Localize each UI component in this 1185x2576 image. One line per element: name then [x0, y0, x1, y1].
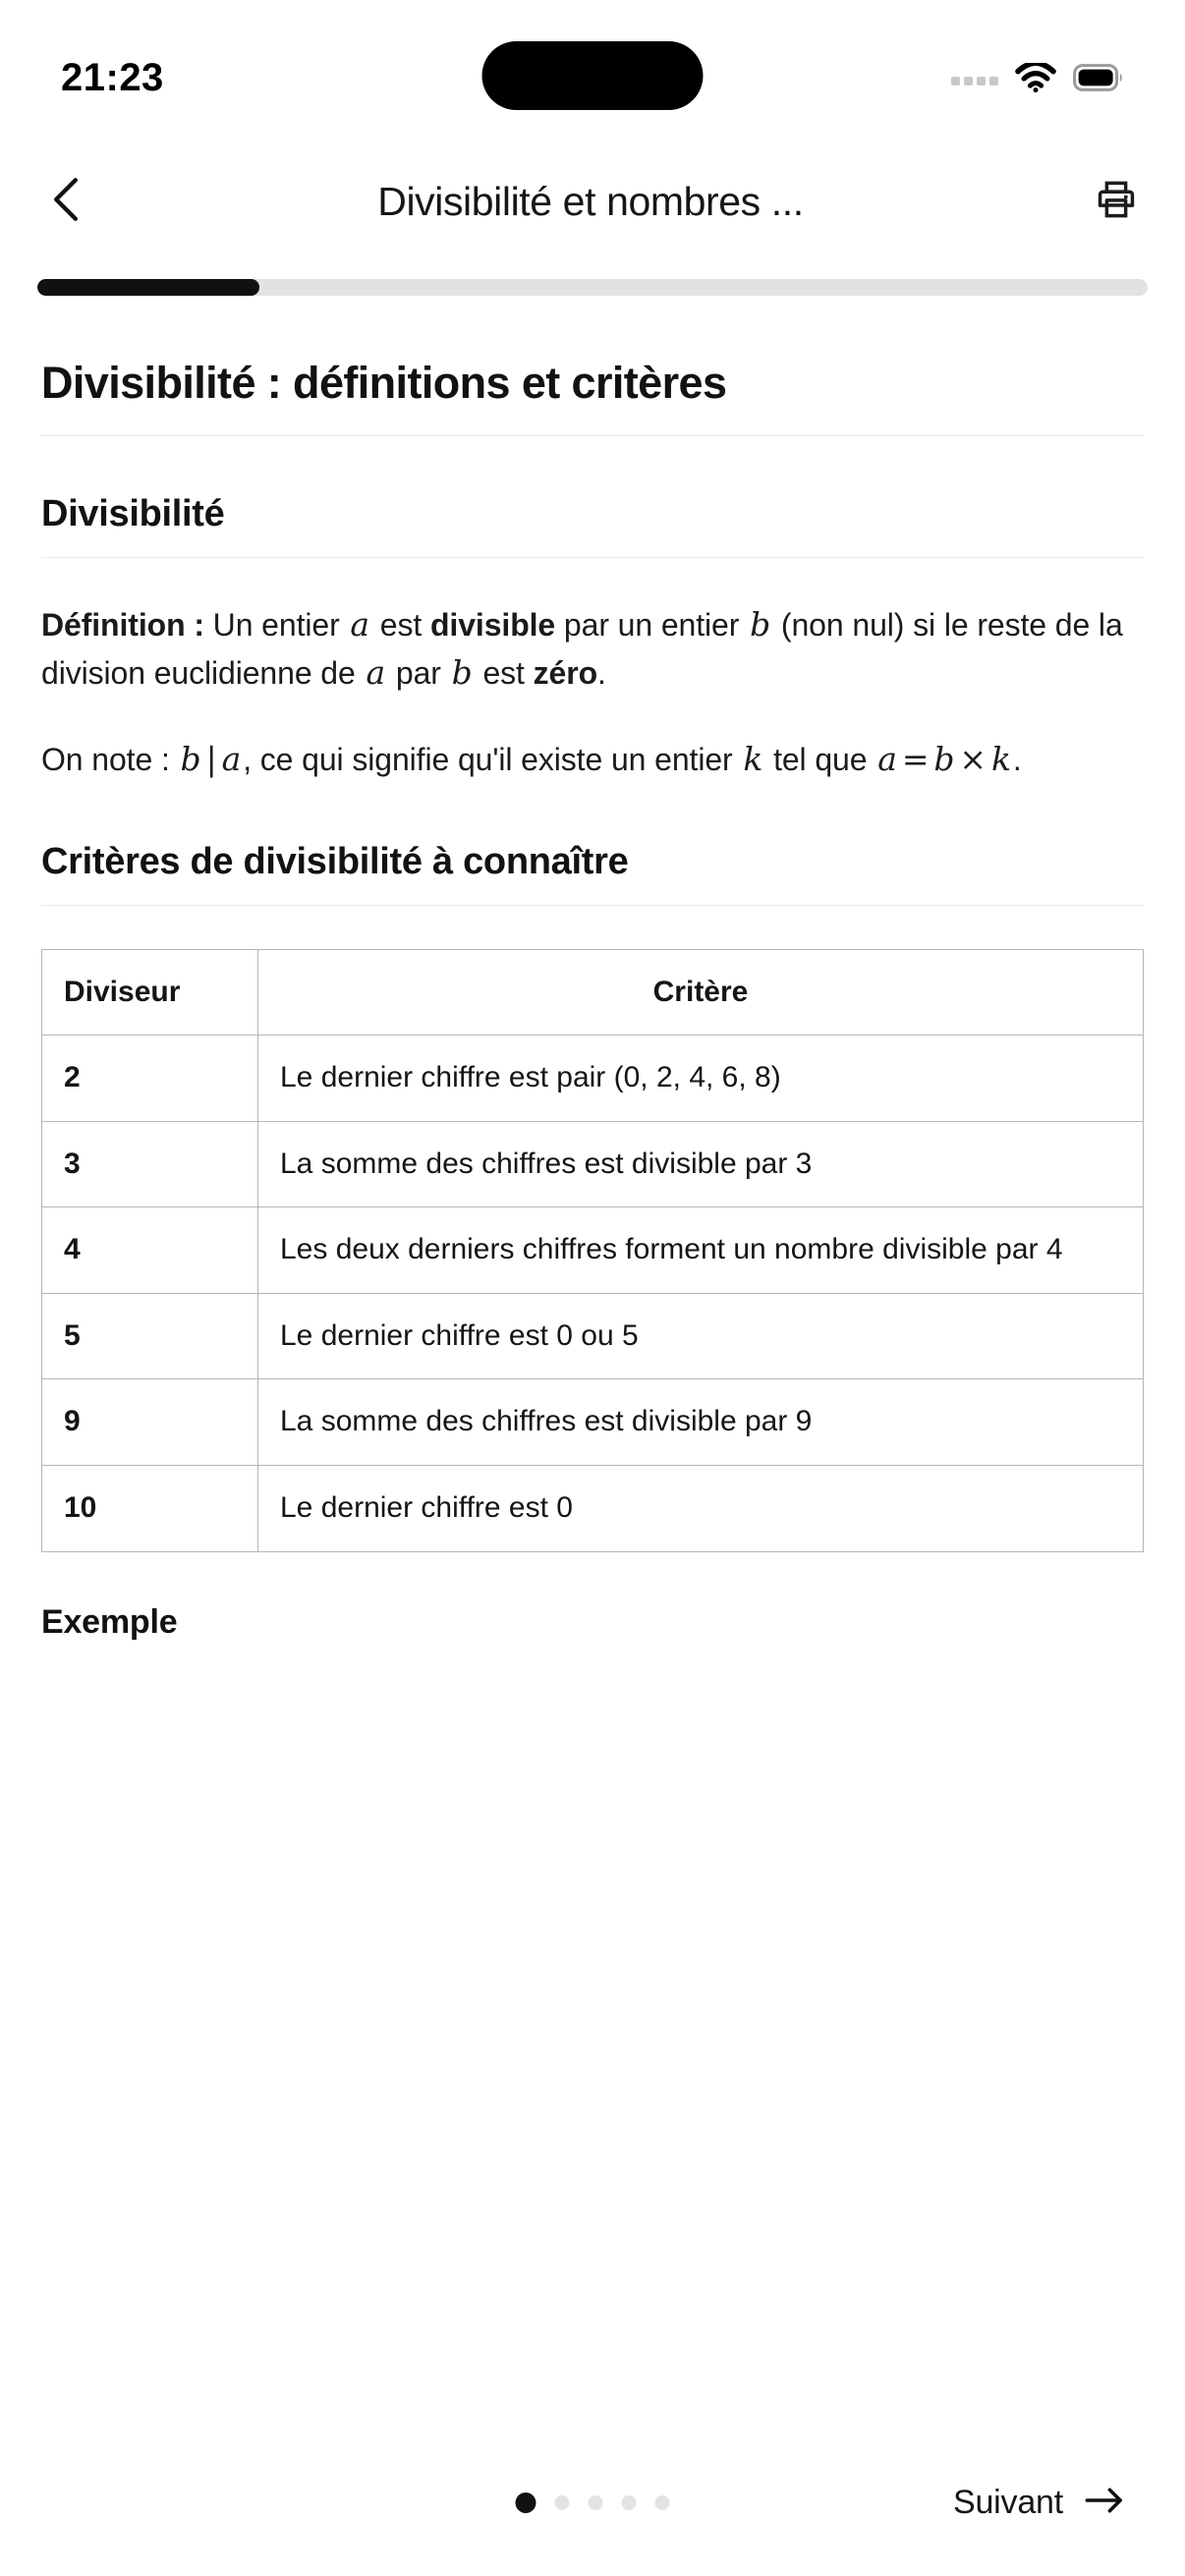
definition-part6: est — [474, 654, 534, 691]
reading-progress — [0, 255, 1185, 296]
lesson-content — [0, 296, 1185, 2429]
progress-track[interactable] — [37, 279, 1148, 296]
wifi-icon — [1015, 63, 1056, 92]
cell-critere: Le dernier chiffre est pair (0, 2, 4, 6, 8) — [258, 1036, 1144, 1122]
definition-part2: est — [371, 607, 430, 643]
notation-part1: On note : — [41, 742, 179, 777]
definition-bold-zero: zéro — [533, 654, 598, 691]
math-divides-symbol: | — [205, 740, 217, 778]
definition-part7: . — [597, 654, 606, 691]
notation-part2: , ce qui signifie qu'il existe un entier — [243, 742, 742, 777]
notation-part4: . — [1012, 742, 1022, 777]
math-var-a-4: a — [877, 740, 897, 778]
table-header-row — [42, 949, 1144, 1036]
status-indicators — [951, 63, 1124, 92]
cell-critere: Le dernier chiffre est 0 — [258, 1466, 1144, 1552]
cell-diviseur: 2 — [42, 1036, 258, 1122]
section-title-exemple: Exemple — [41, 1602, 178, 1641]
page-title: Divisibilité et nombres ... — [377, 178, 804, 224]
math-var-k-2: k — [990, 740, 1011, 778]
status-bar — [0, 0, 1185, 147]
math-var-a: a — [350, 605, 369, 644]
table-row — [42, 1121, 1144, 1207]
definition-part4: (non nul) si le reste de la division euclidienne de — [41, 607, 1123, 691]
definition-part1: Un entier — [203, 607, 349, 643]
page-dot[interactable] — [589, 2495, 603, 2510]
navigation-header — [0, 147, 1185, 255]
math-var-a-3: a — [221, 740, 242, 778]
definition-paragraph — [41, 601, 1144, 697]
math-var-b: b — [750, 605, 771, 644]
notation-paragraph — [41, 736, 1144, 784]
definition-part5: par — [387, 654, 450, 691]
definition-bold-divisible: divisible — [429, 607, 556, 643]
notation-part3: tel que — [764, 742, 876, 777]
table-row — [42, 1466, 1144, 1552]
next-button[interactable] — [953, 2484, 1124, 2522]
math-var-b-2: b — [451, 652, 473, 692]
status-time: 21:23 — [61, 55, 164, 99]
math-var-b-4: b — [933, 740, 955, 778]
math-equals-symbol: = — [901, 740, 930, 778]
page-dot[interactable] — [516, 2492, 536, 2513]
cell-diviseur: 9 — [42, 1379, 258, 1466]
table-row — [42, 1379, 1144, 1466]
back-button[interactable] — [39, 175, 92, 228]
definition-label: Définition : — [41, 607, 204, 643]
cell-diviseur: 5 — [42, 1293, 258, 1379]
chevron-left-icon — [49, 177, 83, 227]
page-dot[interactable] — [555, 2495, 570, 2510]
math-var-k: k — [743, 740, 763, 778]
print-button[interactable] — [1089, 174, 1144, 229]
cell-diviseur: 4 — [42, 1207, 258, 1294]
section-title-divisibilite: Divisibilité — [41, 493, 1144, 558]
page-dot[interactable] — [655, 2495, 670, 2510]
pagination-bar — [0, 2429, 1185, 2576]
table-body — [42, 1036, 1144, 1552]
math-var-b-3: b — [180, 740, 201, 778]
table-header — [42, 949, 1144, 1036]
progress-fill — [37, 279, 259, 296]
cell-diviseur: 10 — [42, 1466, 258, 1552]
math-times-symbol: × — [959, 740, 987, 778]
next-button-label: Suivant — [952, 2483, 1063, 2521]
cell-critere: La somme des chiffres est divisible par 9 — [258, 1379, 1144, 1466]
signal-dots-icon — [951, 70, 998, 85]
page-dot[interactable] — [622, 2495, 637, 2510]
definition-part3: par un entier — [555, 607, 749, 643]
table-row — [42, 1293, 1144, 1379]
table-row — [42, 1036, 1144, 1122]
lesson-title: Divisibilité : définitions et critères — [41, 357, 1144, 436]
cell-critere: La somme des chiffres est divisible par 3 — [258, 1121, 1144, 1207]
cell-critere: Le dernier chiffre est 0 ou 5 — [258, 1293, 1144, 1379]
cell-diviseur: 3 — [42, 1121, 258, 1207]
divisibility-criteria-table — [41, 949, 1144, 1552]
column-header-diviseur: Diviseur — [42, 949, 258, 1036]
column-header-critere: Critère — [258, 949, 1144, 1036]
section-title-criteres: Critères de divisibilité à connaître — [41, 841, 1144, 906]
battery-full-icon — [1073, 64, 1124, 91]
cell-critere: Les deux derniers chiffres forment un nombre divisible par 4 — [258, 1207, 1144, 1294]
dynamic-island — [482, 41, 704, 110]
arrow-right-icon — [1085, 2486, 1124, 2520]
printer-icon — [1096, 179, 1137, 225]
math-var-a-2: a — [366, 652, 386, 692]
page-dots — [516, 2492, 670, 2513]
table-row — [42, 1207, 1144, 1294]
